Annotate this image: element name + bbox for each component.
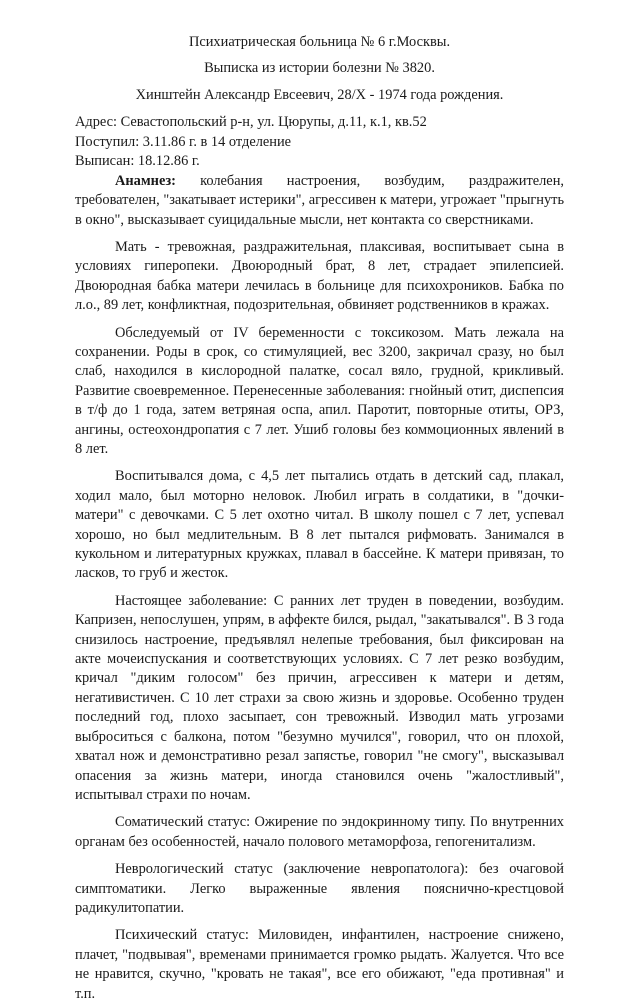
present-illness-paragraph: Настоящее заболевание: С ранних лет труден в поведении, возбудим. Капризен, непослушен, упрям, в аффекте бился, рыдал, "закатывался". В 3 года снизилось настроение, предъявлял нелепые требования, был фиксирован на акте мочеиспускания и соответствующих условиях. С 7 лет резко возбудим, кричал "диким голосом" без причин, агрессивен к матери и детям, негативистичен. С 10 лет страхи за свою жизнь и здоровье. Особенно труден последний год, плохо засыпает, сон тревожный. Изводил мать угрозами выброситься с балкона, потом "безумно мучился", говорил, что он плохой, хватал нож и демонстративно резал запястье, говорил "не смогу", высказывал опасения за жизнь матери, иногда становился очень "жалостливый", испытывал страхи по ночам. bbox=[75, 592, 564, 803]
discharged-line: Выписан: 18.12.86 г. bbox=[75, 153, 200, 170]
mother-paragraph: Мать - тревожная, раздражительная, плаксивая, воспитывает сына в условиях гиперопеки. Двоюродный брат, 8 лет, страдает эпилепсией. Двоюродная бабка матери лечилась в больнице для психохроников. Бабка по л.о., 89 лет, конфликтная, подозрительная, обвиняет родственников в кражах. bbox=[75, 238, 564, 314]
anamnesis-paragraph bbox=[75, 172, 564, 230]
address-line: Адрес: Севастопольский р-н, ул. Цюрупы, д.11, к.1, кв.52 bbox=[75, 114, 427, 131]
extract-title: Выписка из истории болезни № 3820. bbox=[204, 60, 435, 77]
admitted-line: Поступил: 3.11.86 г. в 14 отделение bbox=[75, 133, 292, 150]
patient-name: Хинштейн Александр Евсеевич, 28/X - 1974 года рождения. bbox=[135, 86, 504, 103]
upbringing-paragraph: Воспитывался дома, с 4,5 лет пытались отдать в детский сад, плакал, ходил мало, был моторно неловок. Любил играть в солдатики, в "дочки-матери" с девочками. С 5 лет охотно читал. В школу пошел с 7 лет, успевал хорошо, но был медлительным. В 8 лет пытался рифмовать. Занимался в кукольном и литературных кружках, плавал в бассейне. К матери привязан, то ласков, то груб и жесток. bbox=[75, 468, 564, 582]
birth-paragraph: Обследуемый от IV беременности с токсикозом. Мать лежала на сохранении. Роды в срок, со стимуляцией, вес 3200, закричал сразу, но был слаб, находился в кислородной палатке, сосал вяло, грудной, крикливый. Развитие своевременное. Перенесенные заболевания: гнойный отит, диспепсия в т/ф до 1 года, затем ветряная оспа, апил. Паротит, повторные отиты, ОРЗ, ангины, остеохондропатия с 7 лет. Ушиб головы без коммоционных явлений в 8 лет. bbox=[75, 324, 564, 457]
neurological-paragraph: Неврологический статус (заключение невропатолога): без очаговой симптоматики. Легко выраженные явления пояснично-крестцовой радикулитопатии. bbox=[75, 861, 564, 916]
mental-paragraph: Психический статус: Миловиден, инфантилен, настроение снижено, плачет, "подвывая", временами принимается громко рыдать. Жалуется. Что все не нравится, скучно, "кровать не такая", все его обижают, "еда противная" и т.п. bbox=[75, 927, 564, 1002]
patient-meta bbox=[75, 113, 564, 172]
anamnesis-title: Анамнез: bbox=[115, 172, 176, 189]
anamnesis-text: колебания настроения, возбудим, раздражителен, требователен, "закатывает истерики", агрессивен к матери, угрожает "прыгнуть в окно", высказывает суицидальные мысли, нет контакта со сверстниками. bbox=[75, 172, 565, 228]
hospital-title: Психиатрическая больница № 6 г.Москвы. bbox=[188, 34, 451, 50]
somatic-paragraph: Соматический статус: Ожирение по эндокринному типу. По внутренних органам без особенностей, начало полового метаморфоза, гепогенитализм. bbox=[75, 814, 564, 850]
